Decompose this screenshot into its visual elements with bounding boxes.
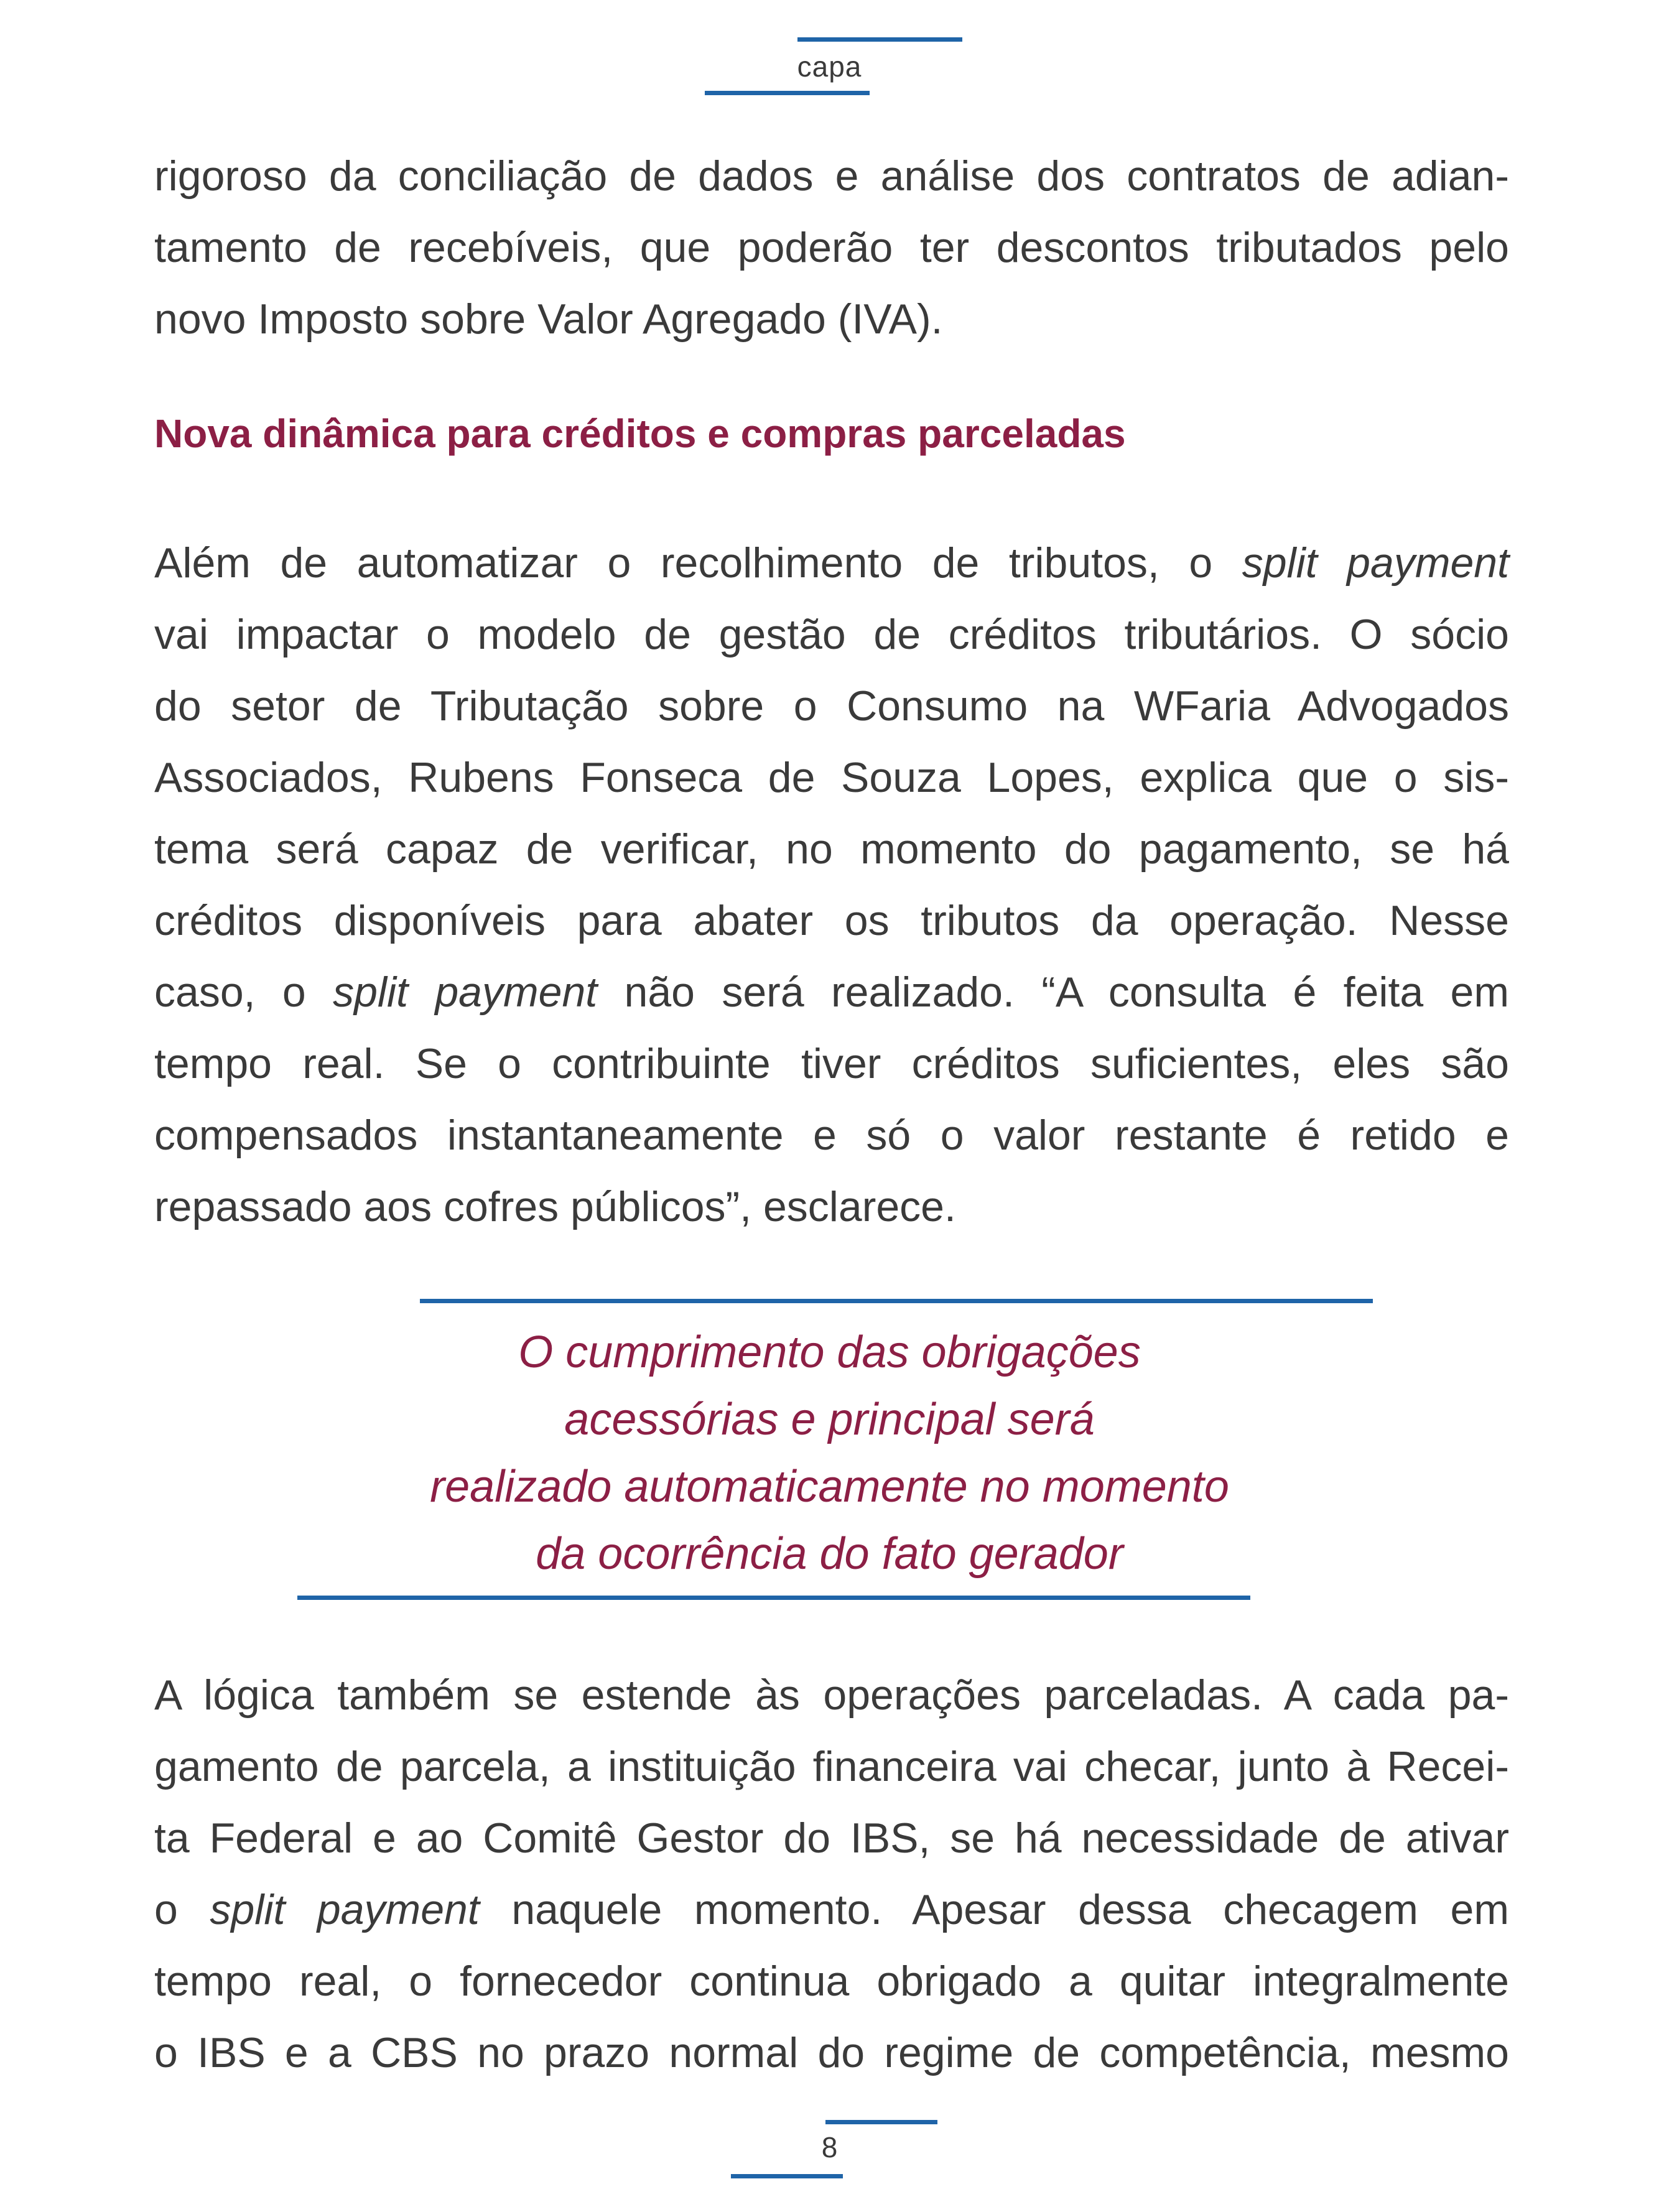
pull-quote-line-4: da ocorrência do fato gerador bbox=[536, 1529, 1123, 1579]
page-number: 8 bbox=[821, 2131, 838, 2163]
emphasis-term: split payment bbox=[333, 969, 598, 1016]
p2-line-5: tema será capaz de verificar, no momento do pagamento, se há bbox=[154, 825, 1509, 873]
intro-line-3: novo Imposto sobre Valor Agregado (IVA). bbox=[154, 295, 943, 343]
section-heading: Nova dinâmica para créditos e compras parceladas bbox=[154, 411, 1126, 456]
p2-line-2: vai impactar o modelo de gestão de créditos tributários. O sócio bbox=[154, 611, 1509, 658]
p2-line-1: Além de automatizar o recolhimento de tributos, o split payment bbox=[154, 539, 1509, 587]
intro-line-2: tamento de recebíveis, que poderão ter descontos tributados pelo bbox=[154, 224, 1509, 271]
p3-line-6: o IBS e a CBS no prazo normal do regime de competência, mesmo bbox=[154, 2029, 1509, 2076]
p3-line-5: tempo real, o fornecedor continua obrigado a quitar integralmente bbox=[154, 1958, 1509, 2005]
p2-line-8: tempo real. Se o contribuinte tiver créditos suficientes, eles são bbox=[154, 1040, 1509, 1087]
p2-line-3: do setor de Tributação sobre o Consumo na WFaria Advogados bbox=[154, 682, 1509, 730]
body-paragraph-3 bbox=[154, 1660, 1509, 2089]
pull-quote-rule-bottom bbox=[297, 1596, 1250, 1600]
pull-quote-rule-top bbox=[420, 1299, 1373, 1303]
pull-quote-line-1: O cumprimento das obrigações bbox=[518, 1327, 1141, 1377]
p3-line-3: ta Federal e ao Comitê Gestor do IBS, se há necessidade de ativar bbox=[154, 1815, 1509, 1862]
p2-line-10: repassado aos cofres públicos”, esclarece. bbox=[154, 1183, 956, 1230]
header-rule-top bbox=[797, 37, 962, 42]
pull-quote-line-3: realizado automaticamente no momento bbox=[430, 1462, 1229, 1512]
footer-rule-bottom bbox=[731, 2174, 843, 2178]
pull-quote-line-2: acessórias e principal será bbox=[564, 1395, 1095, 1444]
p3-line-1: A lógica também se estende às operações parceladas. A cada pa- bbox=[154, 1671, 1509, 1719]
p2-line-9: compensados instantaneamente e só o valor restante é retido e bbox=[154, 1112, 1509, 1159]
pull-quote bbox=[0, 1319, 1659, 1587]
emphasis-term: split payment bbox=[1242, 539, 1509, 587]
section-label: capa bbox=[797, 50, 862, 83]
p2-line-4: Associados, Rubens Fonseca de Souza Lopes, explica que o sis- bbox=[154, 754, 1509, 801]
body-paragraph-2 bbox=[154, 527, 1509, 1243]
p3-line-2: gamento de parcela, a instituição financeira vai checar, junto à Recei- bbox=[154, 1743, 1509, 1790]
p3-line-4: o split payment naquele momento. Apesar dessa checagem em bbox=[154, 1886, 1509, 1933]
emphasis-term: split payment bbox=[210, 1886, 480, 1933]
footer-rule-top bbox=[825, 2120, 937, 2124]
intro-line-1: rigoroso da conciliação de dados e análise dos contratos de adian- bbox=[154, 152, 1509, 200]
p2-line-7: caso, o split payment não será realizado. “A consulta é feita em bbox=[154, 969, 1509, 1016]
header-rule-bottom bbox=[705, 91, 870, 95]
p2-line-6: créditos disponíveis para abater os tributos da operação. Nesse bbox=[154, 897, 1509, 944]
intro-paragraph bbox=[154, 141, 1509, 355]
